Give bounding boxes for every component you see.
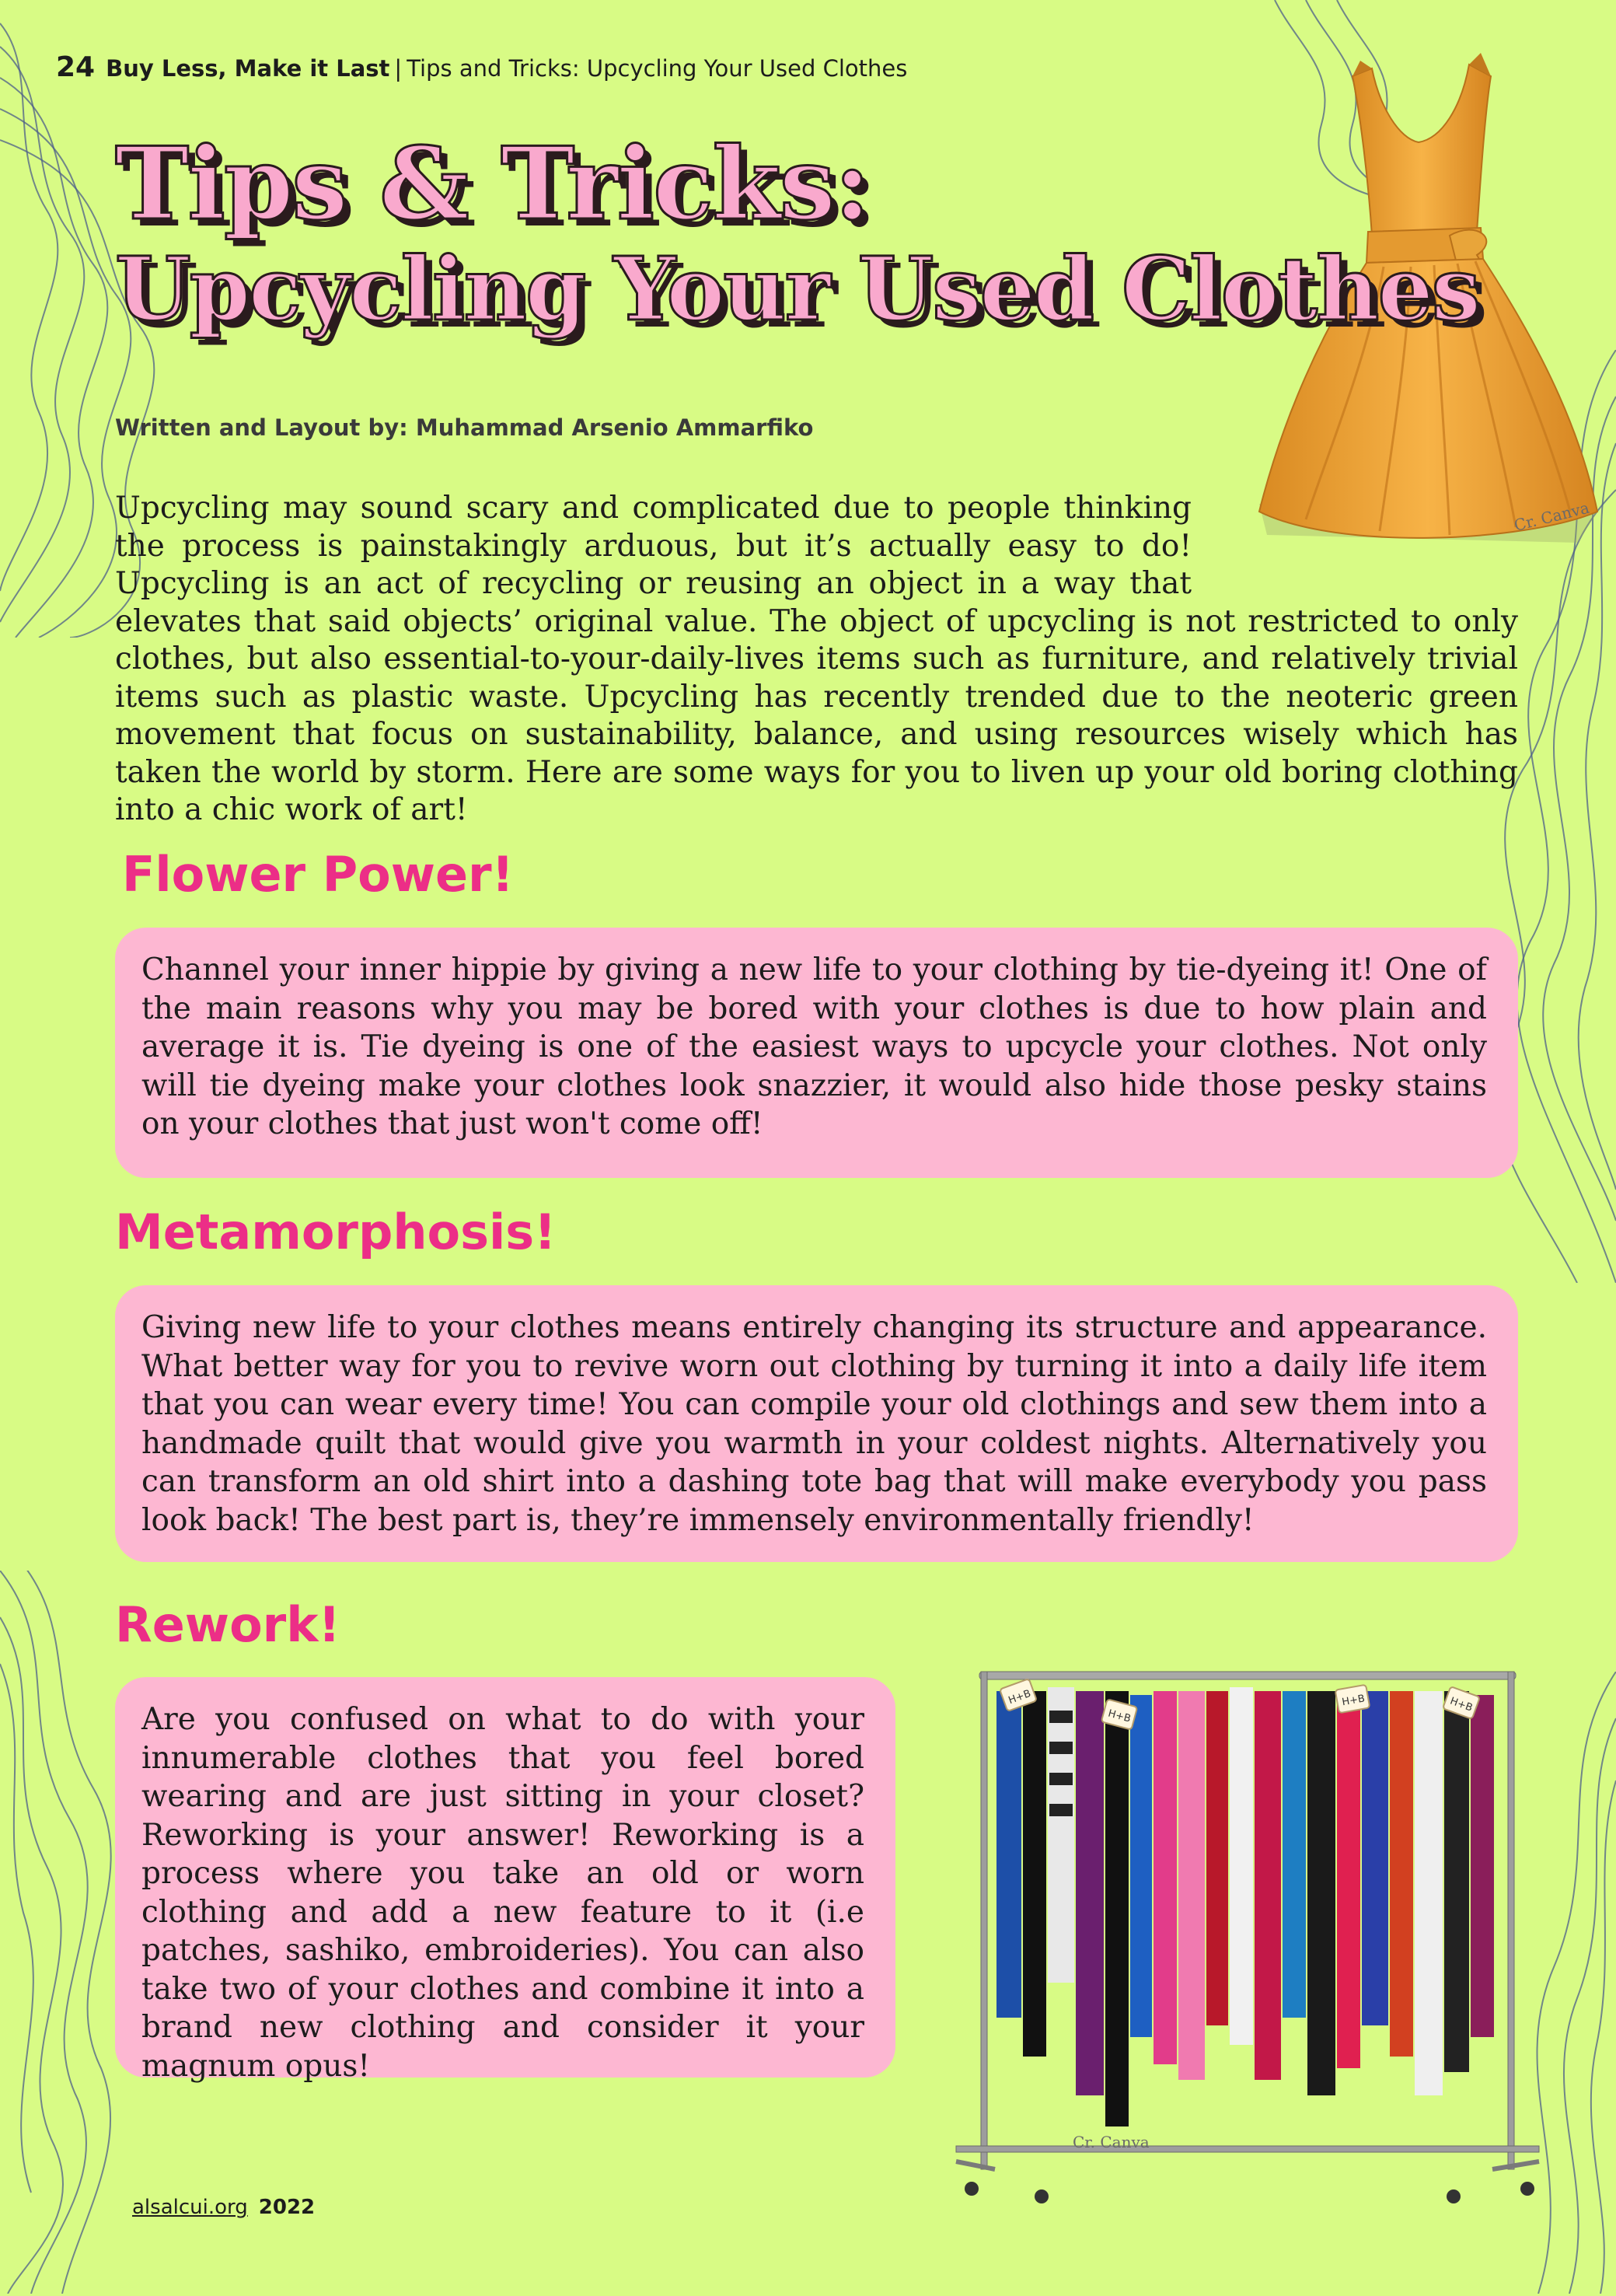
rack-tag-3: H+B: [1341, 1693, 1366, 1709]
running-header: [56, 51, 907, 83]
rack-tag-4: H+B: [1448, 1695, 1475, 1714]
header-separator: |: [394, 55, 403, 82]
section-name: Tips and Tricks: Upcycling Your Used Clothes: [407, 55, 908, 82]
intro-paragraph: [115, 490, 1518, 830]
rework-text: Are you confused on what to do with your innumerable clothes that you feel bored wearing and are just sitting in your closet? Reworking is your answer! Reworking is a process where you take an old or worn clothing and add a new feature to it (i.e patches, sashiko, embroideries). You can also take two of your clothes and combine it into a brand new clothing and consider it your magnum opus!: [141, 1702, 864, 2084]
website-link[interactable]: alsalcui.org: [132, 2196, 248, 2219]
rack-image-credit: Cr. Canva: [1073, 2133, 1150, 2151]
magazine-name: Buy Less, Make it Last: [106, 55, 390, 82]
rework-box: [115, 1677, 895, 2084]
rack-tag-2: H+B: [1106, 1707, 1133, 1725]
author-byline: Written and Layout by: Muhammad Arsenio Ammarfiko: [115, 414, 814, 441]
page-footer: [132, 2196, 315, 2219]
metamorphosis-text: Giving new life to your clothes means entirely changing its structure and appearance. What better way for you to revive worn out clothing by turning it into a daily life item that you can wear every time! You can compile your old clothings and sew them into a handmade quilt that would give you warmth in your coldest nights. Alternatively you can transform an old shirt into a dashing tote bag that will make everybody you pass look back! The best part is, they’re immensely environmentally friendly!: [141, 1310, 1487, 1538]
heading-metamorphosis: Metamorphosis!: [115, 1204, 557, 1260]
rack-tag-1: H+B: [1007, 1687, 1033, 1707]
flower-power-box: [115, 928, 1518, 1178]
article-title: [115, 128, 1479, 339]
dress-image-credit: Cr. Canva: [1512, 498, 1591, 535]
heading-rework: Rework!: [115, 1596, 340, 1653]
page-number: 24: [56, 51, 96, 83]
flower-power-text: Channel your inner hippie by giving a new life to your clothing by tie-dyeing it! One of the main reasons why you may be bored with your clothes is due to how plain and average it is. Tie dyeing is one of the easiest ways to upcycle your clothes. Not only will tie dyeing make your clothes look snazzier, it would also hide those pesky stains on your clothes that just won't come off!: [141, 952, 1487, 1141]
intro-text: Upcycling may sound scary and complicated due to people thinking the process is painstakingly arduous, but it’s actually easy to do! Upcycling is an act of recycling or reusing an object in a way that elevates that said objects’ original value. The object of upcycling is not restricted to only clothes, but also essential-to-your-daily-lives items such as furniture, and relatively trivial items such as plastic waste. Upcycling has recently trended due to the neoteric green movement that focus on sustainability, balance, and using resources wisely which has taken the world by storm. Here are some ways for you to liven up your old boring clothing into a chic work of art!: [115, 491, 1518, 827]
title-line-2: Upcycling Your Used Clothes: [115, 238, 1479, 341]
hanging-clothes: [996, 1687, 1494, 2127]
clothing-rack-image: [948, 1656, 1547, 2216]
text-wrap-spacer: [1192, 490, 1518, 568]
title-line-1: Tips & Tricks:: [115, 126, 870, 243]
footer-year: 2022: [258, 2196, 316, 2219]
metamorphosis-box: [115, 1285, 1518, 1562]
heading-flower-power: Flower Power!: [122, 846, 514, 903]
